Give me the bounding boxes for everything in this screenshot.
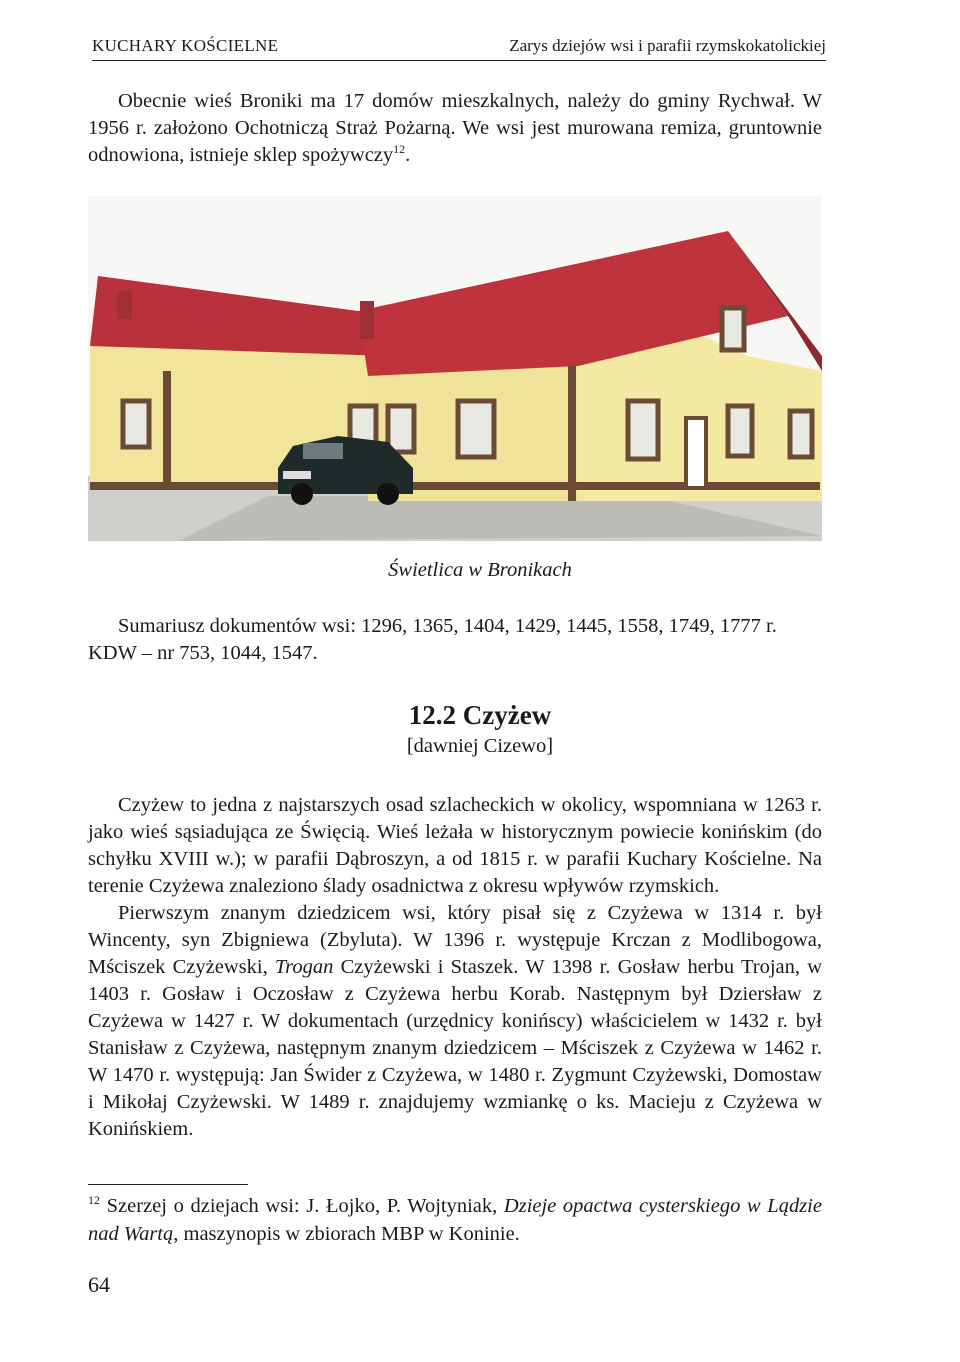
paragraph-1: Czyżew to jedna z najstarszych osad szlacheckich w okolicy, wspomniana w 1263 r. jako wieś sąsiadująca ze Święcią. Wieś leżała w historycznym powiecie konińskim (do schyłku XVIII w.); w parafii Dąbroszyn, a od 1815 r. w parafii Kuchary Kościelne. Na terenie Czyżewa znaleziono ślady osadnictwa z okresu wpływów rzymskich.: [88, 794, 822, 897]
intro-text: Obecnie wieś Broniki ma 17 domów mieszkalnych, należy do gminy Rychwał. W 1956 r. założono Ochotniczą Straż Pożarną. We wsi jest murowana remiza, gruntownie odnowiona, istnieje sklep spożywczy: [88, 90, 822, 166]
footnote-text-a: Szerzej o dziejach wsi: J. Łojko, P. Wojtyniak,: [100, 1195, 504, 1217]
summary-line-2: KDW – nr 753, 1044, 1547.: [88, 642, 318, 664]
footnote-number: 12: [88, 1193, 100, 1208]
running-header: [92, 36, 826, 61]
building-illustration: [88, 196, 822, 541]
footnote: [88, 1192, 822, 1248]
photo-caption: Świetlica w Bronikach: [388, 559, 572, 581]
footnote-ref[interactable]: 12: [393, 142, 406, 157]
intro-paragraph: [88, 88, 822, 169]
section-subtitle: [dawniej Cizewo]: [406, 735, 554, 757]
footnote-title: Dzieje opactwa cysterskiego w Lądzie nad Wartą: [88, 1195, 822, 1245]
photo-community-hall: [88, 196, 822, 541]
paragraph-2: [88, 900, 822, 1143]
footnote-divider: [88, 1184, 248, 1185]
paragraph-2-part-a: Pierwszym znanym dziedzicem wsi, który pisał się z Czyżewa w 1314 r. był Wincenty, syn Zbigniewa (Zbyluta). W 1396 r. występuje Krczan z Modlibogowa, Mściszek Czyżewski,: [88, 902, 822, 978]
section-heading: [0, 700, 960, 758]
page-number: 64: [88, 1272, 110, 1297]
header-book-title: KUCHARY KOŚCIELNE: [92, 36, 279, 55]
paragraph-2-italic: Trogan: [274, 956, 334, 978]
body-text: [88, 792, 822, 1143]
footnote-text-b: , maszynopis w zbiorach MBP w Koninie.: [173, 1223, 520, 1245]
header-chapter-title: Zarys dziejów wsi i parafii rzymskokatolickiej: [509, 36, 826, 55]
summary-block: [88, 613, 822, 667]
section-title: 12.2 Czyżew: [408, 700, 552, 730]
paragraph-2-part-b: Czyżewski i Staszek. W 1398 r. Gosław herbu Trojan, w 1403 r. Gosław i Oczosław z Czyżewa herbu Korab. Następnym był Dziersław z Czyżewa w 1427 r. W dokumentach (urzędnicy konińscy) właścicielem w 1432 r. był Stanisław z Czyżewa, następnym znanym dziedzicem – Mściszek z Czyżewa w 1462 r. W 1470 r. występują: Jan Świder z Czyżewa, w 1480 r. Zygmunt Czyżewski, Domostaw i Mikołaj Czyżewski. W 1489 r. znajdujemy wzmiankę o ks. Macieju z Czyżewa w Konińskiem.: [88, 956, 823, 1140]
summary-line-1: Sumariusz dokumentów wsi: 1296, 1365, 1404, 1429, 1445, 1558, 1749, 1777 r.: [118, 615, 777, 637]
intro-end: .: [405, 144, 411, 166]
